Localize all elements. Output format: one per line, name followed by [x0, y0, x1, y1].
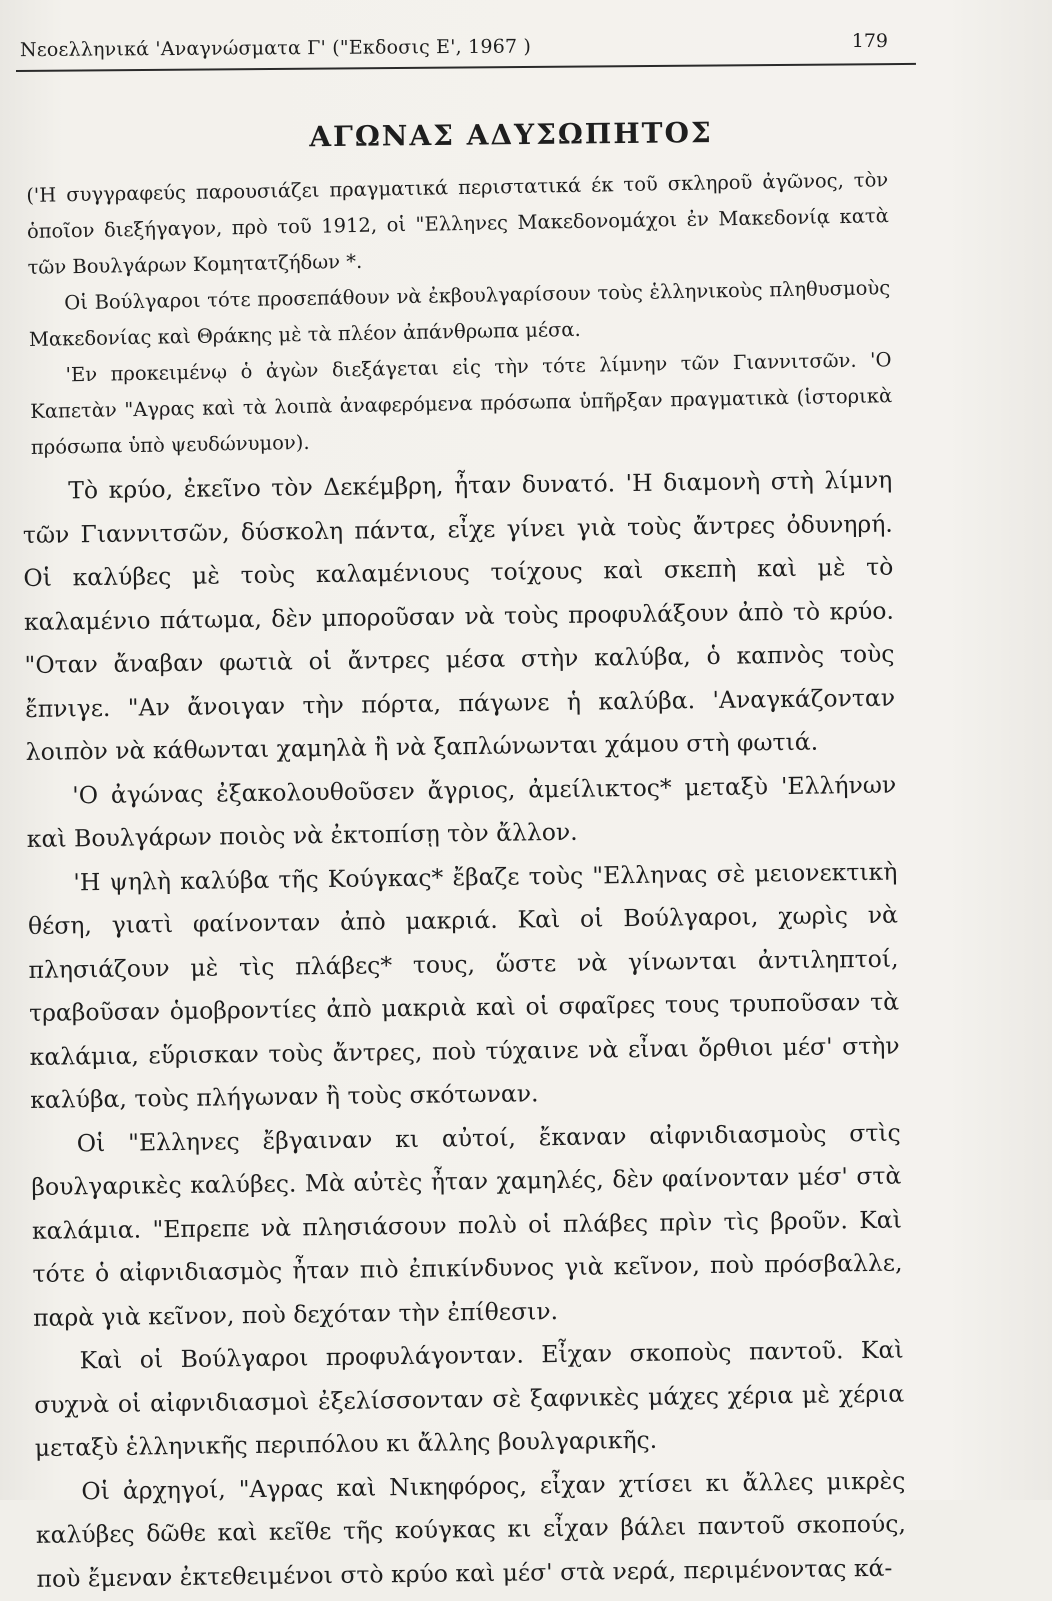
intro-paragraph: 'Εν προκειμένῳ ὁ ἀγὼν διεξάγεται εἰς τὴν τότε λίμνην τῶν Γιαννιτσῶν. 'Ο Καπετὰν "Αγρας καὶ τὰ λοιπὰ ἀναφερόμενα πρόσωπα ὑπῆρξαν πραγματικὰ (ἱστορικὰ πρόσωπα ὑπὸ ψευδώνυμον).	[30, 348, 893, 459]
intro-paragraph: ('Η συγγραφεύς παρουσιάζει πραγματικά περιστατικά έκ τοῦ σκληροῦ ἀγῶνος, τὸν ὁποῖον διεξήγαγον, πρὸ τοῦ 1912, οἱ "Ελληνες Μακεδονομάχοι ἐν Μακεδονίᾳ κατὰ τῶν Βουλγάρων Κομητατζήδων *.	[26, 168, 890, 279]
chapter-title: ΑΓΩΝΑΣ ΑΔΥΣΩΠΗΤΟΣ	[309, 116, 713, 154]
body-paragraph: Οἱ "Ελληνες ἔβγαιναν κι αὐτοί, ἔκαναν αἰφνιδιασμοὺς στὶς βουλγαρικὲς καλύβες. Μὰ αὐτὲς ἦταν χαμηλές, δὲν φαίνονταν μέσ' στὰ καλάμια. "Επρεπε νὰ πλησιάσουν πολὺ οἱ πλάβες πρὶν τὶς βροῦν. Καὶ τότε ὁ αἰφνιδιασμὸς ἦταν πιὸ ἐπικίνδυνος γιὰ κεῖνον, ποὺ πρόσβαλλε, παρὰ γιὰ κεῖνον, ποὺ δεχόταν τὴν ἐπίθεσιν.	[31, 1118, 903, 1332]
body-paragraph: 'Ο ἀγώνας ἐξακολουθοῦσεν ἄγριος, ἀμείλικτος* μεταξὺ 'Ελλήνων καὶ Βουλγάρων ποιὸς νὰ ἐκτοπίσῃ τὸν ἄλλον.	[26, 770, 897, 853]
body-paragraph: 'Η ψηλὴ καλύβα τῆς Κούγκας* ἔβαζε τοὺς "Ελληνας σὲ μειονεκτικὴ θέση, γιατὶ φαίνονταν ἀπὸ μακριά. Καὶ οἱ Βούλγαροι, χωρὶς νὰ πλησιάζουν μὲ τὶς πλάβες* τους, ὥστε νὰ γίνωνται ἀντιληπτοί, τραβοῦσαν ὁμοβροντίες ἀπὸ μακριὰ καὶ οἱ σφαῖρες τους τρυποῦσαν τὰ καλάμια, εὕρισκαν τοὺς ἄντρες, ποὺ τύχαινε νὰ εἶναι ὄρθιοι μέσ' στὴν καλύβα, τοὺς πλήγωναν ἢ τοὺς σκότωναν.	[27, 857, 900, 1114]
intro-paragraph: Οἱ Βούλγαροι τότε προσεπάθουν νὰ ἐκβουλγαρίσουν τοὺς ἑλληνικοὺς πληθυσμοὺς Μακεδονίας καὶ Θράκης μὲ τὰ πλέον ἀπάνθρωπα μέσα.	[28, 276, 891, 351]
header-rule	[16, 63, 916, 72]
body-text	[22, 459, 907, 1601]
body-paragraph: Καὶ οἱ Βούλγαροι προφυλάγονταν. Εἶχαν σκοποὺς παντοῦ. Καὶ συχνὰ οἱ αἰφνιδιασμοὶ ἐξελίσσονταν σὲ ξαφνικὲς μάχες χέρια μὲ χέρια μεταξὺ ἑλληνικῆς περιπόλου κι ἄλλης βουλγαρικῆς.	[34, 1335, 905, 1462]
intro-note	[26, 162, 893, 466]
body-paragraph: Οἱ ἀρχηγοί, "Αγρας καὶ Νικηφόρος, εἶχαν χτίσει κι ἄλλες μικρὲς καλύβες δῶθε καὶ κεῖθε τῆς κούγκας κι εἶχαν βάλει παντοῦ σκοπούς, ποὺ ἔμεναν ἐκτεθειμένοι στὸ κρύο καὶ μέσ' στὰ νερά, περιμένοντας κά-	[35, 1466, 907, 1593]
page-number: 179	[851, 30, 888, 52]
running-header: Νεοελληνικά 'Αναγνώσματα Γ' ("Εκδοσις Ε', 1967 )	[19, 35, 532, 62]
body-paragraph: Τὸ κρύο, ἐκεῖνο τὸν Δεκέμβρη, ἦταν δυνατό. 'Η διαμονὴ στὴ λίμνη τῶν Γιαννιτσῶν, δύσκολη πάντα, εἶχε γίνει γιὰ τοὺς ἄντρες ὀδυνηρή. Οἱ καλύβες μὲ τοὺς καλαμένιους τοίχους καὶ σκεπὴ καὶ μὲ τὸ καλαμένιο πάτωμα, δὲν μποροῦσαν νὰ τοὺς προφυλάξουν ἀπὸ τὸ κρύο. "Οταν ἄναβαν φωτιὰ οἱ ἄντρες μέσα στὴν καλύβα, ὁ καπνὸς τοὺς ἔπνιγε. "Αν ἄνοιγαν τὴν πόρτα, πάγωνε ἡ καλύβα. 'Αναγκάζονταν λοιπὸν νὰ κάθωνται χαμηλὰ ἢ νὰ ξαπλώνωνται χάμου στὴ φωτιά.	[22, 465, 896, 766]
